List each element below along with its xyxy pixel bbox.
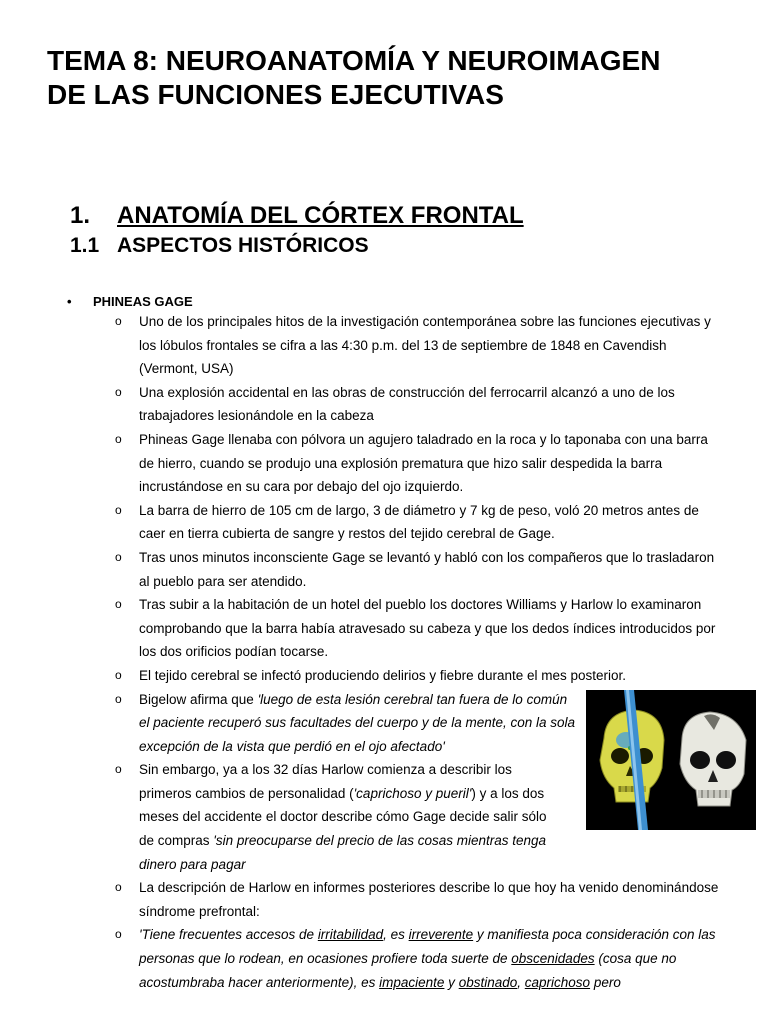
list-item-text: Uno de los principales hitos de la investigación contemporánea sobre las funciones ejecutivas y los lóbulos frontales se cifra a las 4:30 p.m. del 13 de septiembre de 1848 en Cavendish (Vermont, USA) [139, 314, 711, 377]
subsection-heading [70, 233, 369, 259]
skull-figure [586, 690, 756, 830]
underlined-word: irreverente [408, 927, 474, 943]
list-item [0, 310, 768, 381]
underlined-word: impaciente [379, 974, 445, 990]
subsection-number: 1.1 [70, 234, 100, 257]
underlined-word: obstinado [458, 974, 518, 990]
subsection-title: ASPECTOS HISTÓRICOS [117, 234, 369, 257]
list-item-text: Tras subir a la habitación de un hotel del pueblo los doctores Williams y Harlow lo examinaron comprobando que la barra había atravesado su cabeza y que los dedos índices introducidos por los dos orificios podían tocarse. [139, 597, 716, 660]
list-item-text: Phineas Gage llenaba con pólvora un agujero taladrado en la roca y lo taponaba con una barra de hierro, cuando se produjo una explosión prematura que hizo salir despedida la barra incrustándose en su cara por debajo del ojo izquierdo. [139, 431, 708, 495]
list-item-text [139, 923, 725, 994]
list-item-text: Tras unos minutos inconsciente Gage se levantó y habló con los compañeros que lo trasladaron al pueblo para ser atendido. [139, 549, 715, 589]
list-marker: o [115, 762, 122, 777]
list-item-text: La descripción de Harlow en informes posteriores describe lo que hoy ha venido denominándose síndrome prefrontal: [139, 880, 719, 919]
list-item [0, 428, 768, 499]
text-run: ) y a los dos meses del accidente el doctor describe cómo Gage decide salir sólo de compras [139, 785, 547, 849]
quote-text [139, 927, 716, 989]
text-run: Sin embargo, ya a los 32 días Harlow comienza a describir los primeros cambios de personalidad ( [139, 762, 512, 801]
text-run: , [517, 974, 525, 990]
skull-illustration [586, 690, 756, 830]
section-heading [70, 202, 524, 230]
list-item [0, 499, 768, 546]
item-list [0, 310, 768, 994]
list-marker: o [115, 314, 122, 328]
list-marker: o [115, 549, 122, 564]
list-item-text: El tejido cerebral se infectó produciendo delirios y fiebre durante el mes posterior. [139, 667, 627, 683]
text-run: pero [590, 974, 621, 990]
list-marker: o [115, 431, 122, 446]
underlined-word: obscenidades [511, 951, 595, 967]
quote-text: 'caprichoso y pueril' [353, 785, 472, 801]
quote-text: 'luego de esta lesión cerebral tan fuera de lo común el paciente recuperó sus facultades del cuerpo y de la mente, con la sola excepción de la vista que perdió en el ojo afectado' [139, 691, 576, 754]
list-marker: o [115, 880, 122, 895]
list-item [0, 381, 768, 428]
quote-text: 'sin preocuparse del precio de las cosas mientras tenga dinero para pagar [139, 833, 547, 872]
list-item-text [139, 758, 559, 876]
page-title: TEMA 8: NEUROANATOMÍA Y NEUROIMAGEN DE LAS FUNCIONES EJECUTIVAS [47, 45, 661, 110]
list-marker: o [115, 667, 122, 682]
list-marker: o [115, 927, 122, 942]
text-run: Bigelow afirma que [139, 691, 258, 707]
list-item-text [139, 688, 579, 759]
list-item-text: Una explosión accidental en las obras de construcción del ferrocarril alcanzó a uno de los trabajadores lesionándole en la cabeza [139, 384, 675, 424]
text-run: , es [383, 927, 409, 943]
list-item [0, 664, 768, 688]
text-run: y manifiesta poca consideración con las personas que lo rodean, en ocasiones profiere toda suerte de [139, 927, 716, 967]
list-marker: o [115, 502, 122, 517]
list-item [0, 593, 768, 664]
bullet-marker: • [67, 294, 72, 309]
text-run: 'Tiene frecuentes accesos de [139, 927, 318, 943]
list-marker: o [115, 384, 122, 399]
section-title: ANATOMÍA DEL CÓRTEX FRONTAL [117, 202, 524, 229]
text-run: y [444, 974, 459, 990]
text-run: (cosa que no acostumbraba hacer anteriormente), es [139, 951, 677, 990]
topic-heading [67, 294, 193, 310]
underlined-word: caprichoso [524, 974, 591, 990]
list-item [0, 876, 768, 923]
list-item [0, 923, 768, 994]
list-item [0, 546, 768, 593]
topic-label: PHINEAS GAGE [93, 294, 193, 309]
list-marker: o [115, 597, 122, 612]
list-marker: o [115, 691, 122, 706]
list-item-text: La barra de hierro de 105 cm de largo, 3 de diámetro y 7 kg de peso, voló 20 metros antes de caer en tierra cubierta de sangre y restos del tejido cerebral de Gage. [139, 502, 699, 542]
section-number: 1. [70, 202, 91, 229]
underlined-word: irritabilidad [317, 927, 384, 943]
